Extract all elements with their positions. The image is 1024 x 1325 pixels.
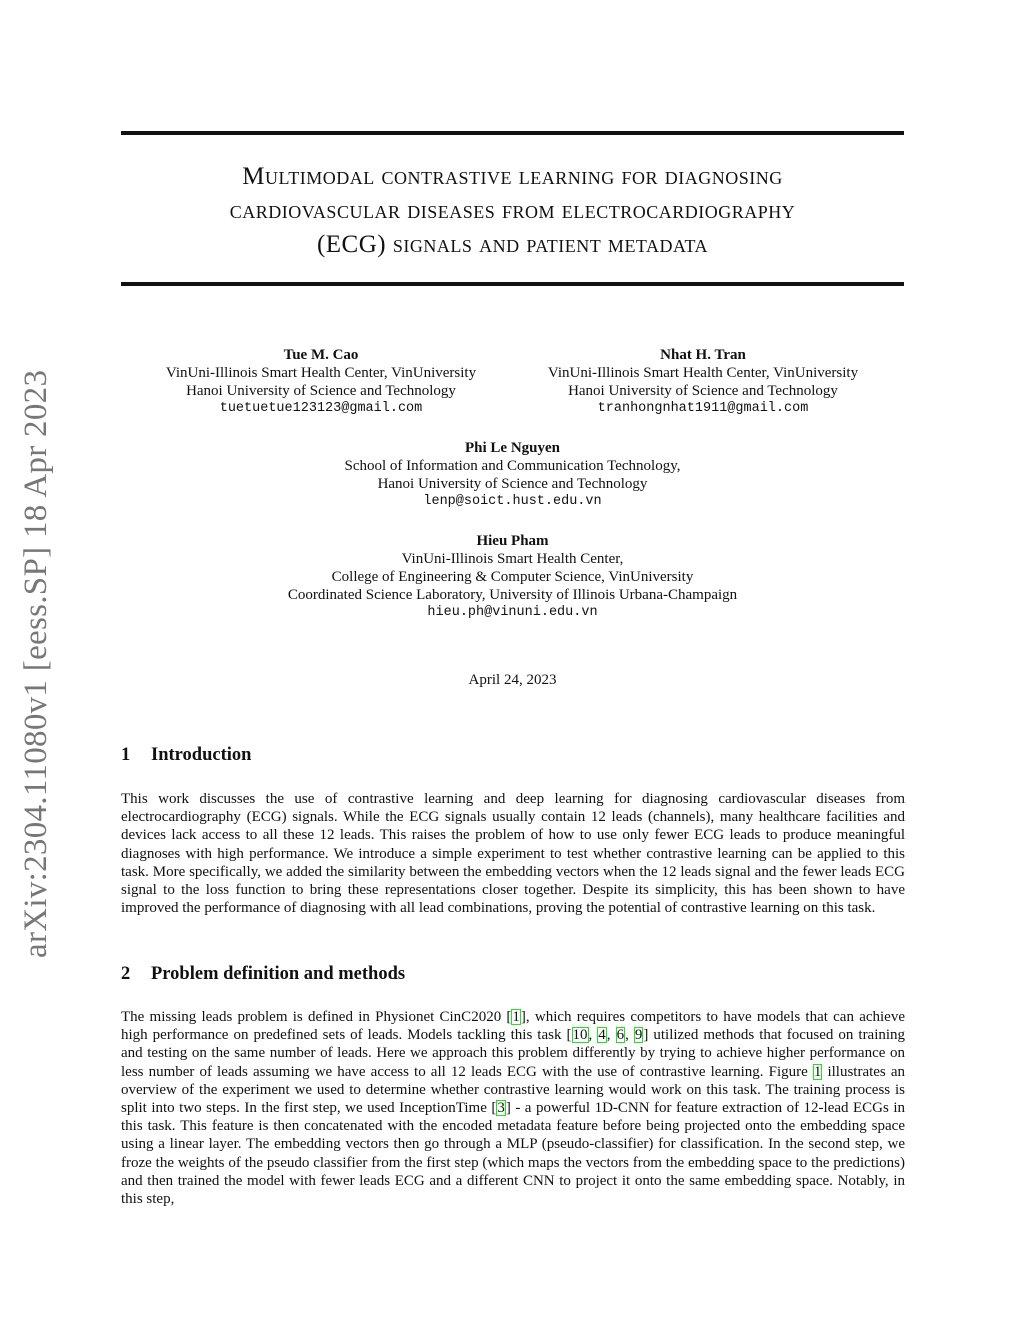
section-number: 2: [121, 964, 131, 984]
author-affiliation: College of Engineering & Computer Science, VinUniversity: [331, 569, 694, 585]
figure-link[interactable]: 1: [813, 1063, 822, 1080]
section-heading: [121, 964, 405, 985]
title-line: (ECG) signals and patient metadata: [316, 231, 709, 258]
title-rule-top: [121, 131, 904, 135]
author-affiliation: VinUni-Illinois Smart Health Center, VinUniversity: [547, 365, 859, 381]
citation-link[interactable]: 4: [598, 1027, 606, 1044]
title-rule-bottom: [121, 282, 904, 286]
title-line: cardiovascular diseases from electrocardiography: [229, 197, 796, 224]
paper-title: [121, 160, 904, 262]
author-affiliation: Hanoi University of Science and Technology: [377, 476, 648, 492]
author-affiliation: School of Information and Communication Technology,: [344, 458, 681, 474]
text-run: ] utilized methods that focused on training and testing on the same number of leads. Here we approach this problem differently by trying to achieve higher performance on less number of leads assuming we have access to all 12 leads ECG with the use of contrastive learning. Figure: [121, 1027, 906, 1080]
author-name: Phi Le Nguyen: [464, 440, 560, 456]
author-name: Hieu Pham: [476, 533, 549, 549]
section-number: 1: [121, 745, 131, 765]
text-run: ], which requires competitors to have models that can achieve high performance on predefined sets of leads. Models tackling this task [: [121, 1009, 905, 1044]
author-affiliation: Hanoi University of Science and Technology: [186, 383, 456, 399]
section-title: Introduction: [151, 745, 252, 765]
text-run: ,: [588, 1027, 598, 1044]
author-email[interactable]: tuetuetue123123@gmail.com: [219, 401, 423, 416]
author-affiliation: VinUni-Illinois Smart Health Center, VinUniversity: [165, 365, 477, 381]
author-name: Nhat H. Tran: [660, 347, 746, 363]
text-run: ,: [625, 1027, 634, 1044]
author-block: [121, 439, 904, 511]
citation-link[interactable]: 10: [572, 1027, 588, 1044]
text-run: ,: [606, 1027, 616, 1044]
author-email[interactable]: lenp@soict.hust.edu.vn: [423, 494, 602, 509]
author-block: [503, 346, 903, 418]
author-email[interactable]: hieu.ph@vinuni.edu.vn: [427, 605, 598, 620]
section-paragraph: This work discusses the use of contrastive learning and deep learning for diagnosing cardiovascular diseases from electrocardiography (ECG) signals. While the ECG signals usually contain 12 leads (channels), many healthcare facilities and devices lack access to all these 12 leads. This raises the problem of how to use only fewer ECG leads to produce meaningful diagnoses with high performance. We introduce a simple experiment to test whether contrastive learning can be applied to this task. More specifically, we added the similarity between the embedding vectors when the 12 leads signal and the fewer leads ECG signal to the loss function to bring these representations closer together. Despite its simplicity, this has been shown to have improved the performance of diagnosing with all lead combinations, proving the potential of contrastive learning on this task.: [121, 791, 905, 917]
text-run: ] - a powerful 1D-CNN for feature extraction of 12-lead ECGs in this task. This feature is then concatenated with the encoded metadata feature before being projected onto the embedding space using a linear layer. The embedding vectors then go through a MLP (pseudo-classifier) for classification. In the second step, we froze the weights of the pseudo classifier from the first step (which maps the vectors from the embedding space to the predictions) and then trained the model with fewer leads ECG and a different CNN to project it onto the same embedding space. Notably, in this step,: [121, 1100, 905, 1208]
section-title: Problem definition and methods: [151, 964, 406, 984]
citation-link[interactable]: 9: [634, 1027, 643, 1044]
title-line: Multimodal contrastive learning for diagnosing: [242, 163, 783, 190]
text-run: The missing leads problem is defined in Physionet CinC2020 [: [121, 1009, 512, 1025]
citation-link[interactable]: 3: [497, 1100, 505, 1117]
author-name: Tue M. Cao: [283, 347, 359, 363]
citation-link[interactable]: 6: [616, 1027, 625, 1044]
citation-link[interactable]: 1: [512, 1009, 520, 1025]
author-affiliation: Coordinated Science Laboratory, University of Illinois Urbana-Champaign: [287, 587, 738, 603]
author-affiliation: Hanoi University of Science and Technology: [568, 383, 838, 399]
section-heading: [121, 745, 251, 766]
arxiv-identifier: arXiv:2304.11080v1 [eess.SP] 18 Apr 2023: [18, 369, 54, 958]
paper-date: April 24, 2023: [468, 672, 557, 688]
author-email[interactable]: tranhongnhat1911@gmail.com: [597, 401, 809, 416]
section-paragraph: [121, 1008, 905, 1208]
text-run: illustrates an overview of the experiment we used to determine whether contrastive learning would work on this task. The training process is split into two steps. In the first step, we used InceptionTime [: [121, 1063, 906, 1117]
author-block: [121, 346, 521, 418]
author-block: [121, 532, 904, 622]
author-affiliation: VinUni-Illinois Smart Health Center,: [401, 551, 624, 567]
